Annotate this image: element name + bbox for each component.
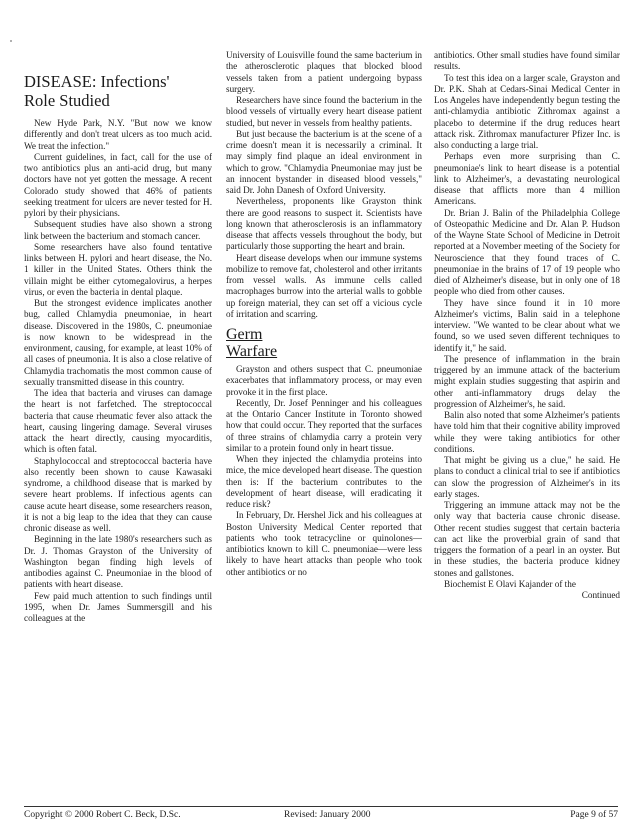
paragraph: Some researchers have also found tentative links between H. pylori and heart disease, the No. 1 killer in the United States. Others think the villain might be either cytomegalovirus, a herpes virus, or even the bacteria in dental plaque. bbox=[24, 241, 212, 297]
copyright-text: Copyright © 2000 Robert C. Beck, D.Sc. bbox=[24, 810, 181, 820]
paragraph: antibiotics. Other small studies have found similar results. bbox=[434, 50, 620, 72]
paragraph: Dr. Brian J. Balin of the Philadelphia College of Osteopathic Medicine and Dr. Alan P. Hudson of the Wayne State School of Medicine in Detroit reported at a November meeting of the Society for Neuroscience that they found traces of C. pneumoniae in the brains of 17 of 19 people who died of Alzheimer's disease, but in only one of 18 people who died from other causes. bbox=[434, 207, 620, 297]
paragraph: New Hyde Park, N.Y. "But now we know differently and don't treat ulcers as too much acid. We treat the infection." bbox=[24, 118, 212, 151]
column-1 bbox=[24, 62, 212, 624]
paragraph: University of Louisville found the same bacterium in the atherosclerotic plaques that blocked blood vessels taken from a patient undergoing bypass surgery. bbox=[226, 50, 422, 94]
paragraph: Beginning in the late 1980's researchers such as Dr. J. Thomas Grayston of the University of Washington began finding high levels of antibodies against C. Pneumoniae in the blood of patients with heart disease. bbox=[24, 534, 212, 590]
paragraph: But the strongest evidence implicates another bug, called Chlamydia pneumoniae, in heart disease. Discovered in the 1980s, C. pneumoniae is now known to be widespread in the environment, causing, for example, at least 10% of all cases of pneumonia. It is also a close relative of Chlamydia trachomatis the most common cause of sexually transmitted disease in this country. bbox=[24, 298, 212, 387]
scan-speck bbox=[10, 40, 12, 42]
revised-date: Revised: January 2000 bbox=[284, 810, 371, 820]
paragraph: But just because the bacterium is at the scene of a crime doesn't mean it is necessarily a criminal. It may simply find plaque an ideal environment in which to grow. "Chlamydia Pneumoniae may just be an innocent bystander in diseased blood vessels," said Dr. John Danesh of Oxford University. bbox=[226, 128, 422, 195]
paragraph: Recently, Dr. Josef Penninger and his colleagues at the Ontario Cancer Institute in Toronto showed how that could occur. They reported that the surfaces of three strains of chlamydia carry a protein very similar to a protein found only in heart tissue. bbox=[226, 397, 422, 453]
paragraph: Current guidelines, in fact, call for the use of two antibiotics plus an anti-acid drug, but many doctors have not yet gotten the message. A recent Colorado study showed that 46% of patients seeking treatment for ulcers are never tested for H. pylori by their physicians. bbox=[24, 151, 212, 218]
paragraph: Grayston and others suspect that C. pneumoniae exacerbates that inflammatory process, or may even provoke it in the first place. bbox=[226, 364, 422, 397]
paragraph: That might be giving us a clue," he said. He plans to conduct a clinical trial to see if antibiotics can slow the progression of Alzheimer's in its early stages. bbox=[434, 455, 620, 499]
paragraph: To test this idea on a larger scale, Grayston and Dr. P.K. Shah at Cedars-Sinai Medical Center in Los Angeles have independently begun testing the anti-chlamydia antibiotic Zithromax against a placebo to determine if the drug reduces heart attack risk. Zithromax manufacturer Pfizer Inc. is also conducting a large trial. bbox=[434, 72, 620, 150]
page-footer bbox=[24, 806, 618, 824]
paragraph: The presence of inflammation in the brain triggered by an immune attack of the bacterium might explain studies suggesting that aspirin and other anti-inflammatory drugs delay the progression of Alzheimer's, he said. bbox=[434, 353, 620, 409]
continued-label: Continued bbox=[581, 590, 620, 600]
paragraph: When they injected the chlamydia proteins into mice, the mice developed heart disease. The question then is: If the bacterium contributes to the development of heart disease, will eradicating it reduce risk? bbox=[226, 454, 422, 509]
paragraph: Few paid much attention to such findings until 1995, when Dr. James Summersgill and his colleagues at the bbox=[24, 590, 212, 623]
article-title: DISEASE: Infections' Role Studied bbox=[24, 72, 170, 110]
page-number: Page 9 of 57 bbox=[570, 810, 618, 820]
paragraph: Triggering an immune attack may not be the only way that bacteria cause chronic disease. Other recent studies suggest that certain bacteria can act like the proverbial grain of sand that triggers the formation of a pearl in an oyster. But in these studies, the bacteria produce kidney stones and gallstones. bbox=[434, 500, 620, 578]
paragraph: Biochemist E Olavi Kajander of the bbox=[444, 578, 576, 589]
paragraph: Subsequent studies have also shown a strong link between the bacterium and stomach cancer. bbox=[24, 219, 212, 241]
column-3 bbox=[434, 50, 620, 601]
section-subheading: Germ Warfare bbox=[226, 326, 278, 360]
paragraph: Staphylococcal and streptococcal bacteria have also recently been shown to cause Kawasaki syndrome, a childhood disease that is marked by severe heart problems. If infectious agents can cause acute heart disease, some researchers reason, it is not a big leap to the idea that they can cause chronic disease as well. bbox=[24, 455, 212, 533]
paragraph: In February, Dr. Hershel Jick and his colleagues at Boston University Medical Center reported that patients who took tetracycline or quinolones—antibiotics known to kill C. pneumoniae—were less likely to have heart attacks than people who took other antibiotics or no bbox=[226, 510, 422, 577]
column-2 bbox=[226, 50, 422, 578]
paragraph: The idea that bacteria and viruses can damage the heart is not farfetched. The streptococcal bacteria that cause rheumatic fever also attack the heart, causing lingering damage. Several viruses attack the heart directly, causing myocarditis, which is often fatal. bbox=[24, 388, 212, 455]
paragraph: Perhaps even more surprising than C. pneumoniae's link to heart disease is a potential link to Alzheimer's, a devastating neurological disease that afflicts more than 4 million Americans. bbox=[434, 151, 620, 207]
paragraph: Heart disease develops when our immune systems mobilize to remove fat, cholesterol and other irritants from vessel walls. As immune cells called macrophages burrow into the arterial walls to gobble up foreign material, they can set off a vicious cycle of irritation and scarring. bbox=[226, 252, 422, 319]
paragraph: Researchers have since found the bacterium in the blood vessels of virtually every heart disease patient studied, but never in vessels from healthy patients. bbox=[226, 95, 422, 128]
paragraph: They have since found it in 10 more Alzheimer's victims, Balin said in a telephone interview. "We wanted to be clear about what we found, so we used seven different techniques to identify it," he said. bbox=[434, 297, 620, 353]
paragraph: Balin also noted that some Alzheimer's patients have told him that their cognitive ability improved while they were taking antibiotics for other conditions. bbox=[434, 410, 620, 454]
paragraph: Nevertheless, proponents like Grayston think there are good reasons to suspect it. Scientists have long known that atherosclerosis is an inflammatory disease that affects vessels throughout the body, but particularly those supporting the heart and brain. bbox=[226, 196, 422, 252]
